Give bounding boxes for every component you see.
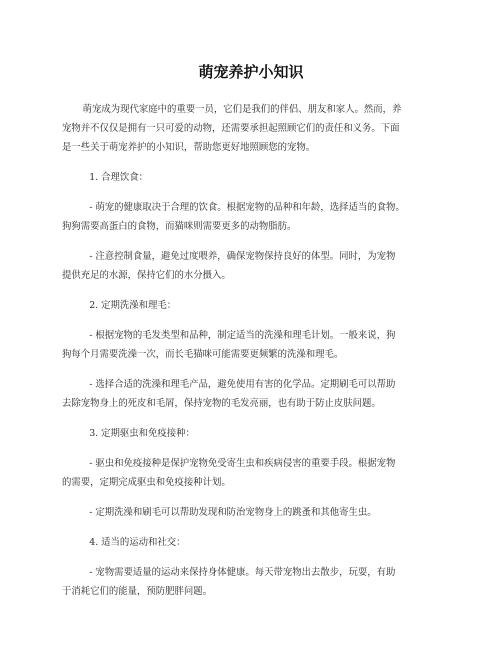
section-heading-diet: 1. 合理饮食： [89, 172, 149, 183]
item-line: - 选择合适的洗澡和理毛产品，避免使用有害的化学品。定期刷毛可以帮助 [89, 379, 396, 390]
item-line: - 宠物需要适量的运动来保持身体健康。每天带宠物出去散步，玩耍，有助 [89, 567, 396, 578]
list-item [62, 198, 442, 236]
document-body [62, 100, 442, 612]
item-line: - 根据宠物的毛发类型和品种，制定适当的洗澡和理毛计划。一般来说，狗 [89, 330, 396, 341]
item-line: 于消耗它们的能量，预防肥胖问题。 [62, 586, 213, 597]
item-line: 的需要，定期完成驱虫和免疫接种计划。 [62, 477, 231, 488]
item-line: - 注意控制食量，避免过度喂养，确保宠物保持良好的体型。同时，为宠物 [89, 251, 396, 262]
list-item [62, 454, 442, 492]
section-heading-exercise: 4. 适当的运动和社交： [89, 537, 186, 548]
item-line: - 萌宠的健康取决于合理的饮食。根据宠物的品种和年龄，选择适当的食物。 [89, 202, 405, 213]
intro-line: 是一些关于萌宠养护的小知识，帮助您更好地照顾您的宠物。 [62, 142, 316, 153]
intro-paragraph [62, 100, 442, 157]
item-line: - 驱虫和免疫接种是保护宠物免受寄生虫和疾病侵害的重要手段。根据宠物 [89, 458, 396, 469]
intro-line: 萌宠成为现代家庭中的重要一员，它们是我们的伴侣、朋友和家人。然而，养 [82, 104, 402, 115]
document-title: 萌宠养护小知识 [198, 63, 304, 81]
list-item [62, 375, 442, 413]
list-item [62, 326, 442, 364]
list-item [62, 247, 442, 285]
section-heading-deworming: 3. 定期驱虫和免疫接种： [89, 428, 195, 439]
item-line: 去除宠物身上的死皮和毛屑，保持宠物的毛发亮丽，也有助于防止皮肤问题。 [62, 398, 381, 409]
item-line: 狗每个月需要洗澡一次，而长毛猫咪可能需要更频繁的洗澡和理毛。 [62, 349, 344, 360]
item-line: 狗狗需要高蛋白的食物，而猫咪则需要更多的动物脂肪。 [62, 221, 297, 232]
item-line: 提供充足的水源，保持它们的水分摄入。 [62, 270, 231, 281]
list-item [62, 563, 442, 601]
section-heading-bathing: 2. 定期洗澡和理毛： [89, 300, 177, 311]
list-item [62, 503, 442, 522]
intro-line: 宠物并不仅仅是拥有一只可爱的动物，还需要承担起照顾它们的责任和义务。下面 [62, 123, 400, 134]
item-line: - 定期洗澡和刷毛可以帮助发现和防治宠物身上的跳蚤和其他寄生虫。 [89, 507, 377, 518]
